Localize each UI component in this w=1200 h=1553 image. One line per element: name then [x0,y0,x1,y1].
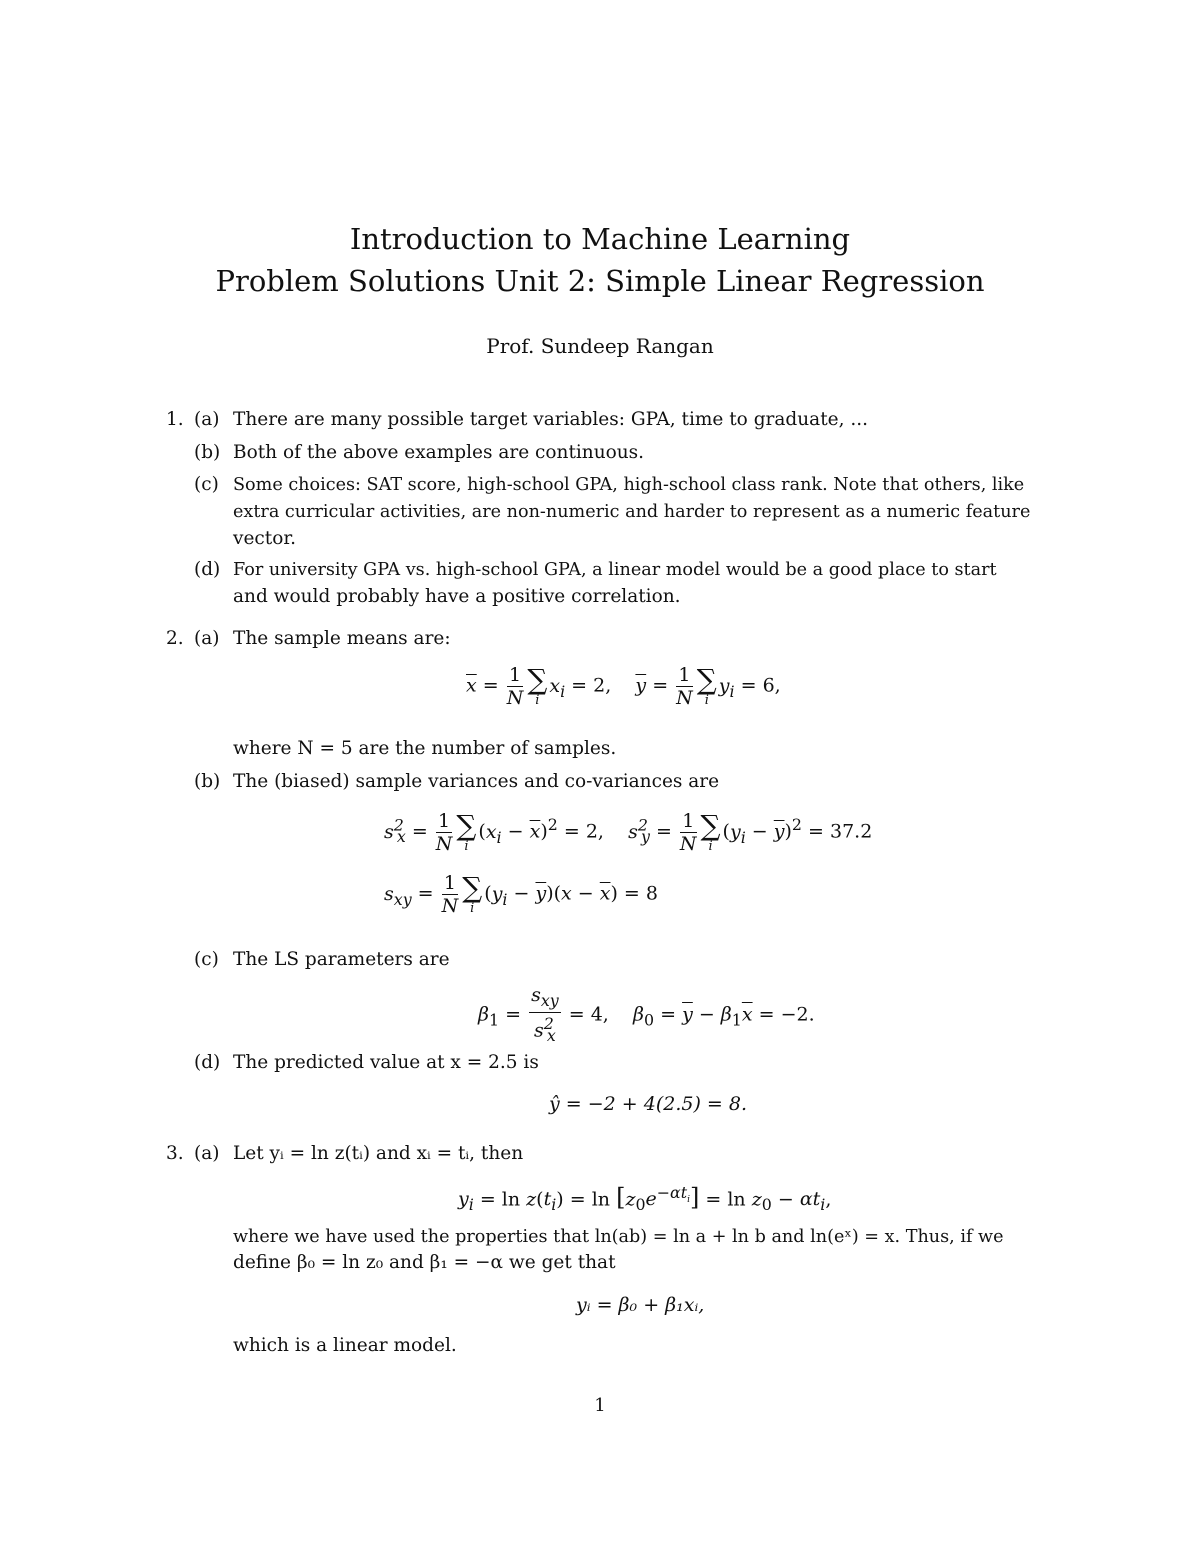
problem-2-number: 2. [166,628,184,649]
equation-ls-parameters: $\beta_1$ = $\frac{s_{xy}}{s^2_x}$ = 4, $\beta_0 = \overline{y} - \beta_1\overline{x} = -2$. [478,984,815,1045]
problem-3a-text: Let yᵢ = ln z(tᵢ) and xᵢ = tᵢ, then [233,1143,524,1164]
problem-1-number: 1. [166,409,184,430]
problem-1a-text: There are many possible target variables: GPA, time to graduate, ... [233,409,868,430]
problem-1d-line-2: and would probably have a positive correlation. [233,586,681,607]
problem-2a-text: The sample means are: [233,628,451,649]
problem-1c-line-3: vector. [233,528,297,549]
problem-1c-line-2: extra curricular activities, are non-numeric and harder to represent as a numeric feature [233,502,1031,522]
problem-1c-line-1: Some choices: SAT score, high-school GPA, high-school class rank. Note that others, like [233,475,1025,495]
equation-variances: $s^2_x$ = $\frac{1}{N}$ ∑ i $(x_i - \overline{x})^2 = 2$, $s^2_y$ = $\frac{1}{N}$ ∑ i $(y_i - \overline{y})^2 = 37.2$ [384,808,873,855]
author: Prof. Sundeep Rangan [486,334,714,358]
equation-linear-model: yᵢ = β₀ + β₁xᵢ, [576,1294,705,1316]
title-line-2: Problem Solutions Unit 2: Simple Linear Regression [215,264,985,298]
title-line-1: Introduction to Machine Learning [349,222,851,256]
page-number: 1 [594,1395,606,1416]
problem-2b-label: (b) [194,771,221,792]
problem-1d-line-1: For university GPA vs. high-school GPA, a linear model would be a good place to start [233,560,997,580]
problem-2a-label: (a) [194,628,220,649]
problem-2d-label: (d) [194,1052,221,1073]
problem-3-number: 3. [166,1143,184,1164]
problem-1a-label: (a) [194,409,220,430]
problem-3a-line-3: define β₀ = ln z₀ and β₁ = −α we get that [233,1252,616,1273]
problem-2a-after: where N = 5 are the number of samples. [233,738,617,759]
problem-1b-text: Both of the above examples are continuous. [233,442,645,463]
problem-3a-label: (a) [194,1143,220,1164]
problem-2b-text: The (biased) sample variances and co-variances are [233,771,720,792]
problem-2c-text: The LS parameters are [233,949,450,970]
problem-3a-after: which is a linear model. [233,1335,457,1356]
problem-1d-label: (d) [194,559,221,580]
problem-3a-line-2: where we have used the properties that ln(ab) = ln a + ln b and ln(eˣ) = x. Thus, if we [233,1227,1004,1247]
equation-prediction: ŷ = −2 + 4(2.5) = 8. [549,1093,747,1115]
problem-1c-label: (c) [194,474,219,495]
problem-1b-label: (b) [194,442,221,463]
equation-sample-means: $\overline{x}$ = $\frac{1}{N}$ ∑ i $x_i = 2$, $\overline{y}$ = $\frac{1}{N}$ ∑ i $y_i = 6$, [466,662,781,709]
problem-2c-label: (c) [194,949,219,970]
equation-covariance: $s_{xy}$ = $\frac{1}{N}$ ∑ i $(y_i - \overline{y})(x - \overline{x}) = 8$ [384,870,658,917]
equation-log-transform: $y_i = \ln z(t_i) = \ln [z_0e^{-\alpha t_i}] = \ln z_0 - \alpha t_i$, [458,1183,832,1215]
problem-2d-text: The predicted value at x = 2.5 is [233,1052,539,1073]
